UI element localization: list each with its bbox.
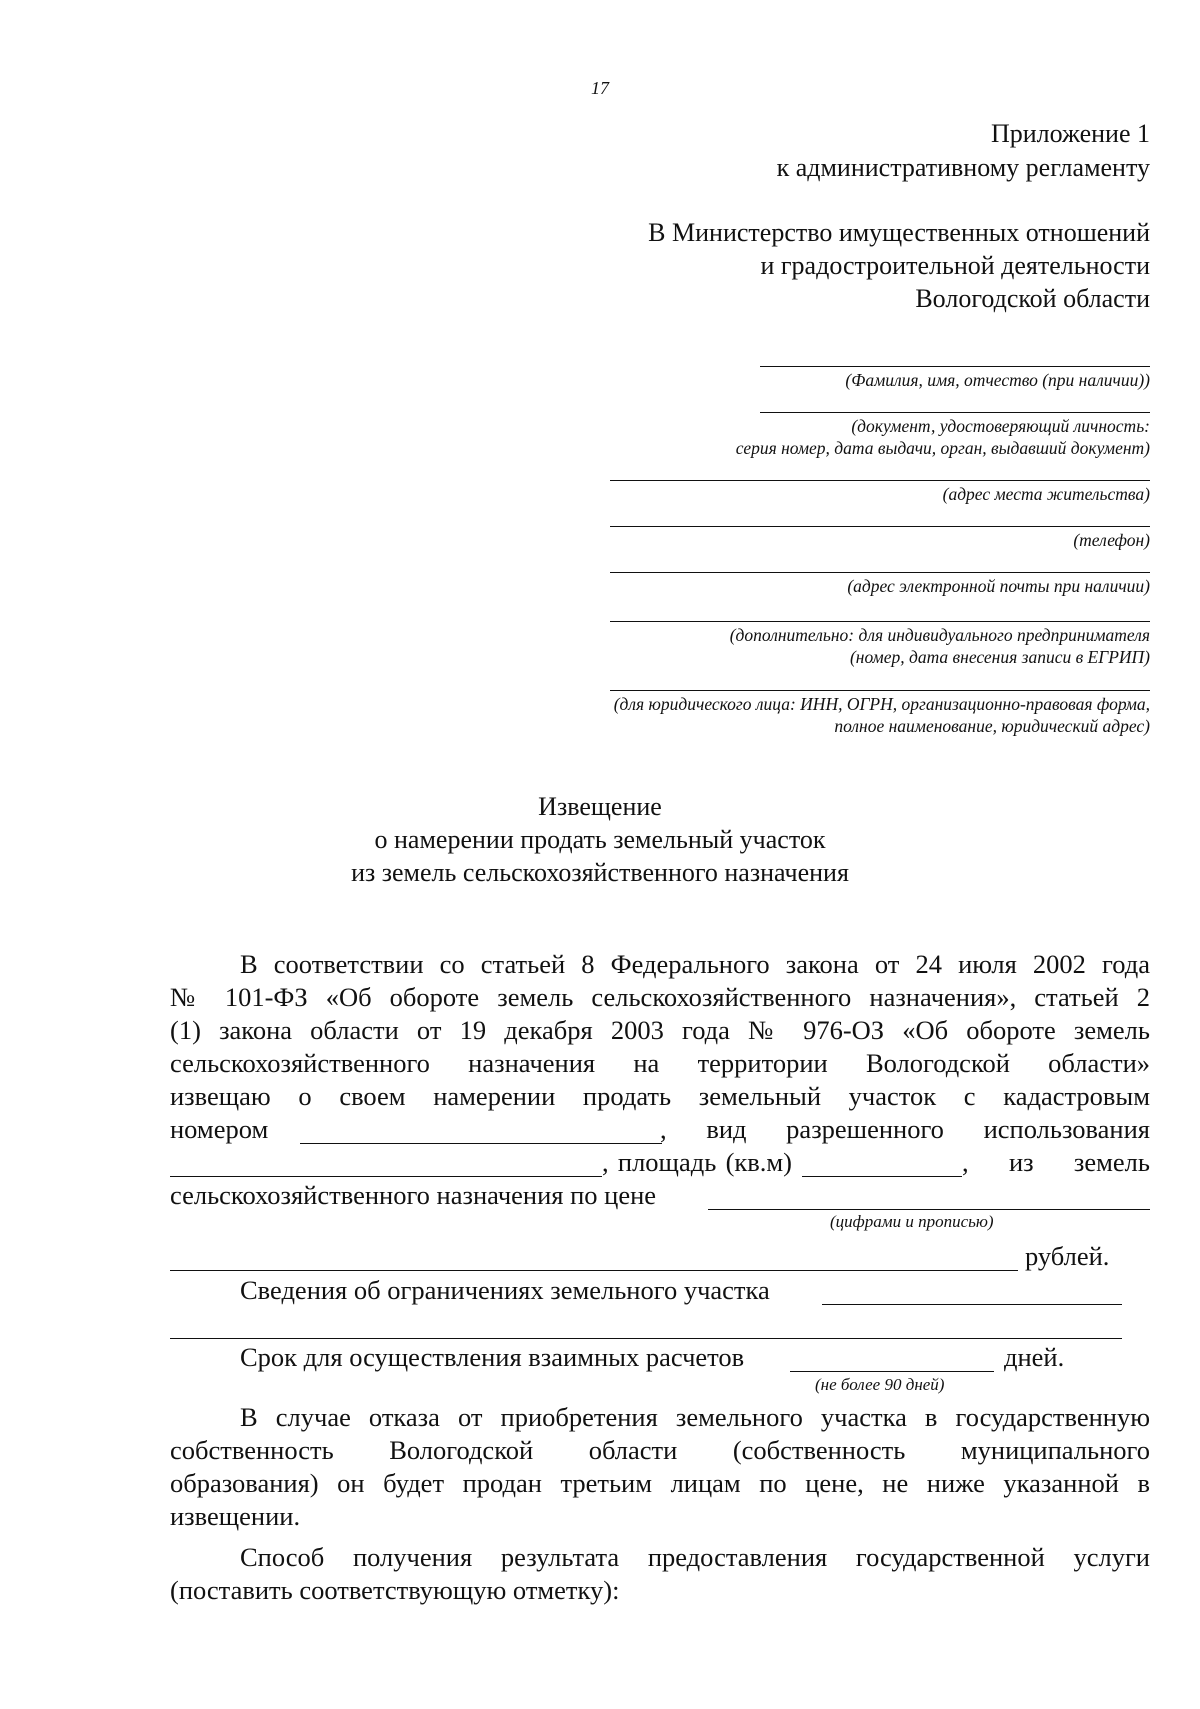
paragraph-2-line-3: образования) он будет продан третьим лицам по цене, не ниже указанной в (170, 1468, 1150, 1498)
email-input-line[interactable] (610, 572, 1150, 573)
legal-entity-input-line[interactable] (610, 690, 1150, 691)
address-caption: (адрес места жительства) (942, 484, 1150, 504)
restrictions-label: Сведения об ограничениях земельного участка (240, 1275, 770, 1305)
days-label: дней. (1004, 1342, 1065, 1372)
notice-title-line-2: о намерении продать земельный участок (374, 825, 826, 854)
paragraph-1-line-4: сельскохозяйственного назначения на территории Вологодской области» (170, 1048, 1150, 1078)
term-hint: (не более 90 дней) (815, 1375, 945, 1394)
paragraph-2-line-1: В случае отказа от приобретения земельного участка в государственную (240, 1402, 1150, 1432)
restrictions-input-line[interactable] (822, 1304, 1122, 1305)
area-input-line[interactable] (802, 1176, 962, 1177)
addressee-line-3: Вологодской области (915, 284, 1150, 313)
page-number: 17 (591, 78, 609, 98)
cadastral-number-input-line[interactable] (300, 1143, 662, 1144)
paragraph-3-line-2: (поставить соответствующую отметку): (170, 1575, 620, 1605)
address-input-line[interactable] (610, 480, 1150, 481)
term-line (170, 1341, 1150, 1374)
restrictions-line (170, 1274, 1150, 1307)
area-label: , площадь (кв.м) (602, 1147, 792, 1177)
term-label: Срок для осуществления взаимных расчетов (240, 1342, 745, 1372)
from-lands-label: , из земель (962, 1147, 1150, 1177)
legal-entity-caption-2: полное наименование, юридический адрес) (834, 716, 1150, 736)
entrepreneur-input-line[interactable] (610, 621, 1150, 622)
appendix-label: Приложение 1 (990, 119, 1150, 148)
price-input-line[interactable] (708, 1209, 1150, 1210)
term-input-line[interactable] (790, 1371, 994, 1372)
email-caption: (адрес электронной почты при наличии) (847, 576, 1150, 596)
cadastral-label: номером (170, 1114, 269, 1144)
paragraph-2-line-2: собственность Вологодской области (собственность муниципального (170, 1435, 1150, 1465)
entrepreneur-caption-2: (номер, дата внесения записи в ЕГРИП) (849, 647, 1150, 667)
rubles-line (170, 1240, 1150, 1273)
identity-document-input-line[interactable] (760, 412, 1150, 413)
addressee-line-2: и градостроительной деятельности (760, 251, 1150, 280)
paragraph-1-line-7 (170, 1146, 1150, 1179)
paragraph-1-line-3: (1) закона области от 19 декабря 2003 года № 976-ОЗ «Об обороте земель (170, 1015, 1150, 1045)
paragraph-1-line-2: № 101-ФЗ «Об обороте земель сельскохозяйственного назначения», статьей 2 (170, 982, 1150, 1012)
phone-input-line[interactable] (610, 526, 1150, 527)
paragraph-1-line-1: В соответствии со статьей 8 Федерального закона от 24 июля 2002 года (240, 949, 1150, 979)
appendix-to-label: к административному регламенту (776, 153, 1150, 182)
paragraph-1-line-5: извещаю о своем намерении продать земельный участок с кадастровым (170, 1081, 1150, 1111)
rubles-label: рублей. (1025, 1241, 1110, 1271)
fio-caption: (Фамилия, имя, отчество (при наличии)) (845, 370, 1150, 390)
fio-input-line[interactable] (760, 366, 1150, 367)
price-words-input-line[interactable] (170, 1270, 1018, 1271)
identity-document-caption-2: серия номер, дата выдачи, орган, выдавший документ) (735, 438, 1150, 458)
phone-caption: (телефон) (1073, 530, 1150, 550)
identity-document-caption-1: (документ, удостоверяющий личность: (851, 416, 1150, 436)
notice-title (0, 790, 1200, 889)
permitted-use-label: , вид разрешенного использования (660, 1114, 1150, 1144)
legal-entity-caption-1: (для юридического лица: ИНН, ОГРН, организационно-правовая форма, (613, 694, 1150, 714)
paragraph-3-line-1: Способ получения результата предоставления государственной услуги (240, 1542, 1150, 1572)
price-hint: (цифрами и прописью) (830, 1212, 994, 1231)
paragraph-2-line-4: извещении. (170, 1501, 301, 1531)
restrictions-continuation-line[interactable] (170, 1338, 1122, 1339)
addressee-line-1: В Министерство имущественных отношений (648, 218, 1150, 247)
permitted-use-input-line[interactable] (170, 1176, 602, 1177)
paragraph-1-line-8 (170, 1179, 1150, 1212)
paragraph-1-line-6 (170, 1113, 1150, 1146)
entrepreneur-caption-1: (дополнительно: для индивидуального предпринимателя (729, 625, 1150, 645)
price-label: сельскохозяйственного назначения по цене (170, 1180, 657, 1210)
notice-title-line-1: Извещение (538, 792, 662, 821)
notice-title-line-3: из земель сельскохозяйственного назначения (351, 858, 849, 887)
